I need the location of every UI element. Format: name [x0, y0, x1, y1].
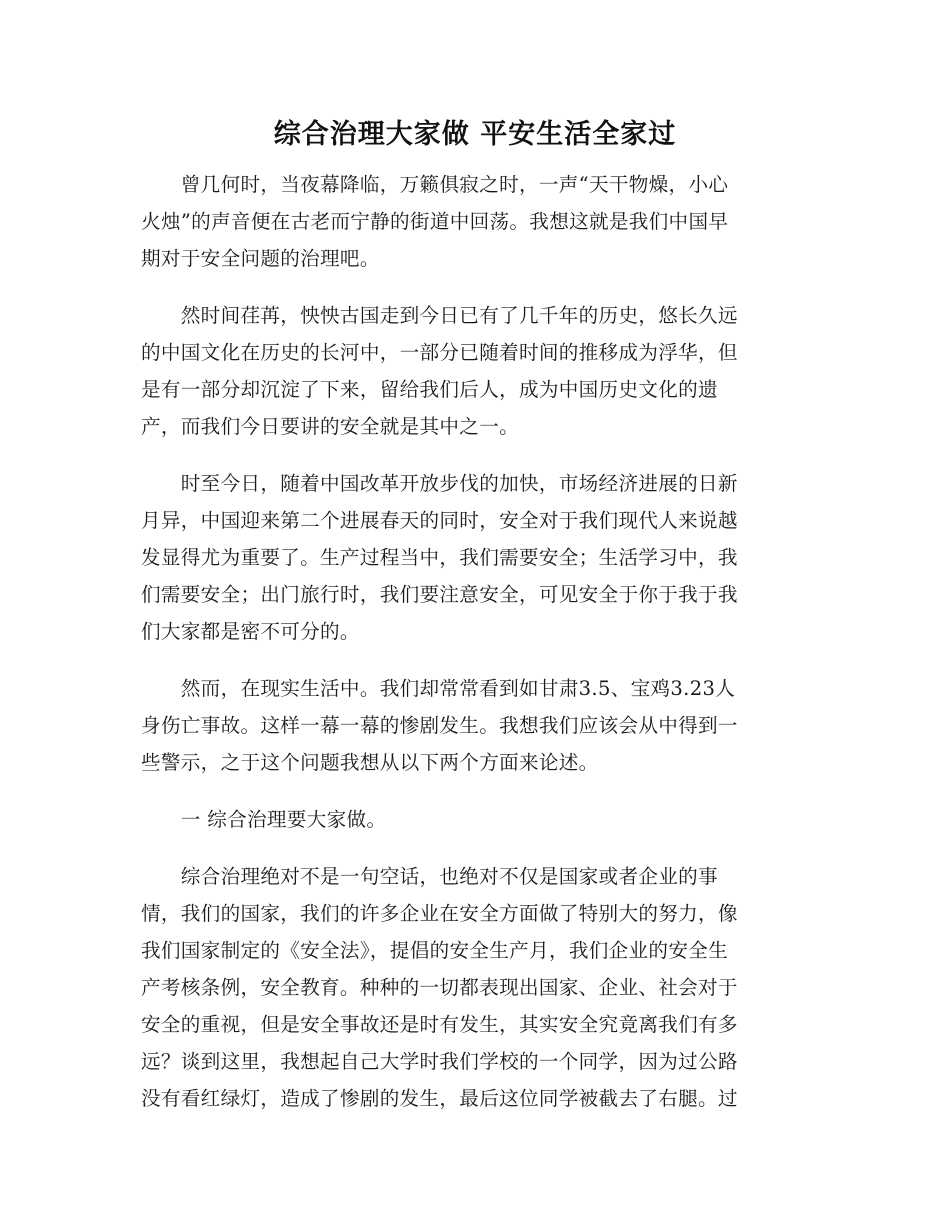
- paragraph: [141, 801, 801, 838]
- text-line: 产考核条例，安全教育。种种的一切都表现出国家、企业、社会对于: [141, 976, 738, 999]
- text-line: 远？谈到这里，我想起自己大学时我们学校的一个同学，因为过公路: [141, 1050, 738, 1073]
- text-line: 没有看红绿灯，造成了惨剧的发生，最后这位同学被截去了右腿。过: [141, 1087, 738, 1110]
- paragraph: [141, 297, 801, 445]
- text-line: 些警示，之于这个问题我想从以下两个方面来论述。: [141, 751, 599, 774]
- text-line: 情，我们的国家，我们的许多企业在安全方面做了特别大的努力，像: [141, 902, 738, 925]
- text-line: 期对于安全问题的治理吧。: [141, 247, 380, 270]
- text-line: 我们国家制定的《安全法》，提倡的安全生产月，我们企业的安全生: [141, 939, 729, 962]
- text-line: 一 综合治理要大家做。: [141, 808, 387, 831]
- text-line: 安全的重视，但是安全事故还是时有发生，其实安全究竟离我们有多: [141, 1013, 738, 1036]
- text-line: 然而，在现实生活中。我们却常常看到如甘肃3.5、宝鸡3.23人: [141, 677, 736, 700]
- text-line: 们大家都是密不可分的。: [141, 620, 360, 643]
- text-line: 身伤亡事故。这样一幕一幕的惨剧发生。我想我们应该会从中得到一: [141, 714, 738, 737]
- text-line: 时至今日，随着中国改革开放步伐的加快，市场经济进展的日新: [141, 472, 738, 495]
- document-title: 综合治理大家做 平安生活全家过: [273, 119, 677, 150]
- paragraph: [141, 670, 801, 781]
- text-line: 发显得尤为重要了。生产过程当中，我们需要安全；生活学习中，我: [141, 546, 738, 569]
- text-line: 综合治理绝对不是一句空话，也绝对不仅是国家或者企业的事: [141, 865, 718, 888]
- text-line: 月异，中国迎来第二个进展春天的同时，安全对于我们现代人来说越: [141, 509, 738, 532]
- text-line: 曾几何时，当夜幕降临，万籁俱寂之时，一声“天干物燥，小心: [141, 173, 729, 196]
- text-line: 们需要安全；出门旅行时，我们要注意安全，可见安全于你于我于我: [141, 583, 738, 606]
- text-line: 的中国文化在历史的长河中，一部分已随着时间的推移成为浮华，但: [141, 341, 738, 364]
- text-line: 然时间荏苒，怏怏古国走到今日已有了几千年的历史，悠长久远: [141, 304, 738, 327]
- document-body: [141, 166, 801, 1137]
- paragraph: [141, 166, 801, 277]
- text-line: 是有一部分却沉淀了下来，留给我们后人，成为中国历史文化的遗: [141, 378, 718, 401]
- paragraph: [141, 858, 801, 1117]
- text-line: 产，而我们今日要讲的安全就是其中之一。: [141, 415, 519, 438]
- text-line: 火烛”的声音便在古老而宁静的街道中回荡。我想这就是我们中国早: [141, 210, 729, 233]
- paragraph: [141, 465, 801, 650]
